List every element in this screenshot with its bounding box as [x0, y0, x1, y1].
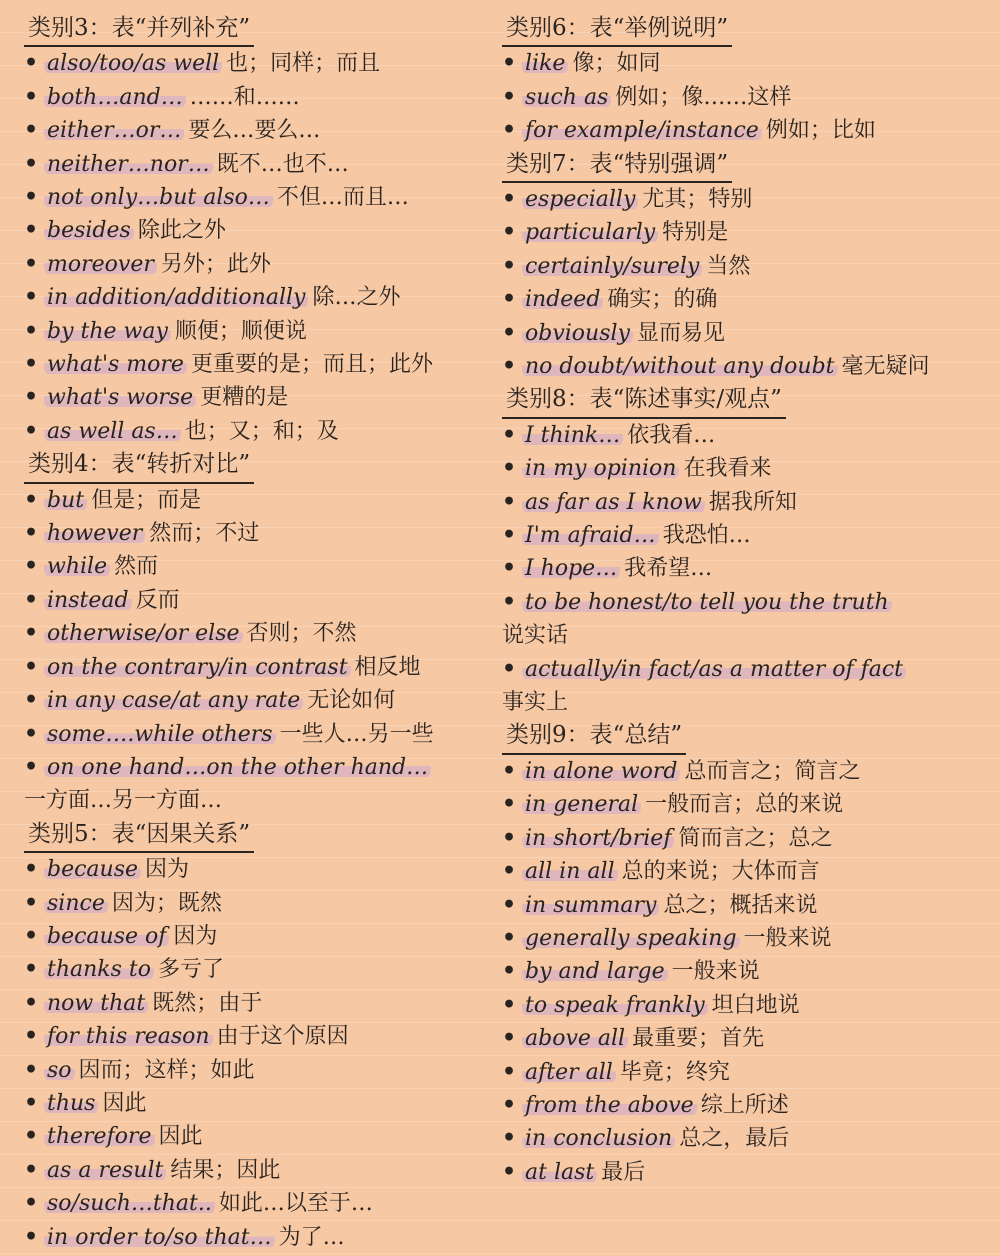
phrase-chinese: 要么…要么… [188, 118, 321, 144]
bullet-icon: • [502, 186, 517, 212]
bullet-icon: • [502, 488, 517, 515]
list-item [502, 519, 974, 552]
phrase-english: for this reason [44, 1024, 213, 1049]
phrase-chinese: 相反地 [354, 654, 421, 680]
list-item [24, 1154, 496, 1187]
category-8-wrap-text-1: 说实话 [502, 623, 569, 649]
phrase-english: no doubt/without any doubt [522, 354, 838, 379]
phrase-chinese: 既然；由于 [152, 990, 263, 1016]
phrase-english: now that [44, 991, 148, 1016]
phrase-chinese: 也；又；和；及 [184, 418, 339, 444]
category-4-wrap-text: 一方面…另一方面… [24, 788, 223, 814]
list-item [24, 1187, 496, 1220]
phrase-chinese: 除此之外 [137, 218, 226, 244]
phrase-english: to be honest/to tell you the truth [522, 590, 892, 615]
phrase-english: as a result [44, 1158, 166, 1183]
list-item [502, 1022, 974, 1055]
bullet-icon: • [24, 117, 39, 144]
list-item [502, 653, 974, 686]
phrase-chinese: ……和…… [189, 84, 300, 110]
list-item [24, 953, 496, 986]
phrase-english: in conclusion [522, 1126, 675, 1151]
bullet-icon: • [502, 252, 517, 279]
category-4-heading: 类别4：表“转折对比” [24, 448, 254, 483]
bullet-icon: • [502, 824, 517, 851]
list-item [24, 584, 496, 617]
list-item [502, 216, 974, 249]
bullet-icon: • [24, 922, 39, 949]
phrase-chinese: 因为 [145, 857, 190, 883]
list-item [24, 281, 496, 314]
bullet-icon: • [24, 384, 39, 411]
bullet-icon: • [24, 1056, 39, 1083]
list-item [24, 1221, 496, 1254]
phrase-chinese: 然而；不过 [149, 521, 260, 547]
bullet-icon: • [24, 653, 39, 680]
phrase-chinese: 尤其；特别 [642, 187, 753, 212]
phrase-chinese: 但是；而是 [91, 487, 202, 513]
phrase-english: therefore [44, 1124, 155, 1149]
bullet-icon: • [24, 284, 39, 311]
bullet-icon: • [502, 421, 517, 448]
phrase-chinese: 像；如同 [572, 51, 661, 77]
phrase-english: by the way [44, 319, 171, 344]
list-item [502, 1156, 974, 1189]
phrase-english: for example/instance [522, 118, 762, 143]
list-item [502, 1056, 974, 1089]
bullet-icon: • [502, 655, 517, 682]
bullet-icon: • [24, 1089, 39, 1116]
phrase-chinese: 然而 [114, 554, 159, 580]
phrase-chinese: 反而 [135, 587, 180, 613]
bullet-icon: • [24, 586, 39, 613]
phrase-chinese: 总的来说；大体而言 [621, 859, 820, 885]
phrase-english: generally speaking [522, 926, 740, 951]
phrase-english: both…and… [44, 85, 186, 110]
phrase-chinese: 总之，最后 [679, 1126, 790, 1152]
list-item [502, 1122, 974, 1155]
phrase-chinese: 简而言之；总之 [678, 825, 833, 851]
list-item [24, 1054, 496, 1087]
bullet-icon: • [24, 1156, 39, 1183]
phrase-chinese: 确实；的确 [607, 287, 718, 313]
list-item [502, 989, 974, 1022]
bullet-icon: • [502, 1025, 517, 1052]
phrase-english: like [522, 51, 568, 76]
phrase-english: instead [44, 588, 132, 613]
phrase-chinese: 因此 [158, 1124, 203, 1150]
phrase-english: on one hand…on the other hand… [44, 755, 431, 780]
list-item [24, 181, 496, 214]
list-item [24, 47, 496, 80]
bullet-icon: • [24, 150, 39, 177]
list-item [24, 148, 496, 181]
phrase-english: in general [522, 792, 641, 817]
phrase-chinese: 据我所知 [708, 489, 797, 515]
phrase-english: obviously [522, 321, 633, 346]
list-item [24, 348, 496, 381]
right-column [502, 12, 974, 1256]
phrase-english: to speak frankly [522, 993, 708, 1018]
phrase-chinese: 总之；概括来说 [663, 892, 818, 918]
bullet-icon: • [502, 319, 517, 346]
bullet-icon: • [502, 1058, 517, 1085]
phrase-chinese: 综上所述 [700, 1092, 789, 1118]
list-item [24, 853, 496, 886]
list-item [502, 1089, 974, 1122]
phrase-english: such as [522, 85, 611, 110]
phrase-english: by and large [522, 959, 668, 984]
phrase-chinese: 依我看… [627, 422, 716, 448]
list-item [24, 1087, 496, 1120]
list-item [502, 586, 974, 619]
phrase-english: I think… [522, 423, 623, 448]
bullet-icon: • [24, 687, 39, 714]
list-item [502, 486, 974, 519]
phrase-chinese: 除…之外 [312, 285, 401, 311]
category-6-heading: 类别6：表“举例说明” [502, 12, 732, 47]
list-item [502, 283, 974, 316]
list-item [502, 955, 974, 988]
phrase-chinese: 结果；因此 [170, 1157, 281, 1183]
list-item [24, 517, 496, 550]
phrase-chinese: 更重要的是；而且；此外 [190, 352, 433, 378]
bullet-icon: • [24, 217, 39, 244]
bullet-icon: • [24, 351, 39, 378]
phrase-english: I hope… [522, 556, 620, 581]
bullet-icon: • [502, 50, 517, 77]
list-item [24, 617, 496, 650]
phrase-chinese: 另外；此外 [160, 251, 271, 277]
bullet-icon: • [24, 317, 39, 344]
phrase-english: certainly/surely [522, 254, 702, 279]
bullet-icon: • [502, 757, 517, 784]
list-item [24, 751, 496, 784]
list-item [502, 183, 974, 216]
phrase-english: but [44, 488, 87, 513]
phrase-english: in addition/additionally [44, 285, 308, 310]
left-column [24, 12, 496, 1256]
phrase-chinese: 也；同样；而且 [226, 51, 381, 77]
phrase-english: thus [44, 1091, 98, 1116]
phrase-english: as far as I know [522, 490, 705, 515]
phrase-english: I'm afraid… [522, 523, 659, 548]
bullet-icon: • [502, 353, 517, 380]
bullet-icon: • [24, 856, 39, 883]
list-item [502, 855, 974, 888]
bullet-icon: • [24, 889, 39, 916]
list-item [502, 419, 974, 452]
bullet-icon: • [24, 1223, 39, 1250]
phrase-chinese: 顺便；顺便说 [174, 318, 307, 344]
phrase-chinese: 在我看来 [683, 456, 772, 482]
phrase-english: in summary [522, 893, 659, 918]
phrase-english: since [44, 891, 108, 916]
bullet-icon: • [502, 891, 517, 918]
phrase-english: as well as… [44, 419, 181, 444]
phrase-english: while [44, 554, 110, 579]
phrase-chinese: 特别是 [662, 220, 729, 246]
bullet-icon: • [502, 83, 517, 110]
bullet-icon: • [24, 250, 39, 277]
bullet-icon: • [24, 83, 39, 110]
phrase-english: because [44, 857, 141, 882]
phrase-chinese: 因为；既然 [111, 890, 222, 916]
list-item [24, 248, 496, 281]
category-3-heading: 类别3：表“并列补充” [24, 12, 254, 47]
bullet-icon: • [502, 858, 517, 885]
category-6-list [502, 47, 974, 147]
phrase-chinese: 为了… [278, 1224, 345, 1250]
phrase-chinese: 毫无疑问 [841, 354, 930, 380]
bullet-icon: • [502, 117, 517, 144]
list-item [24, 550, 496, 583]
list-item [502, 452, 974, 485]
phrase-english: at last [522, 1160, 597, 1185]
bullet-icon: • [24, 1190, 39, 1217]
phrase-english: not only…but also… [44, 185, 273, 210]
phrase-english: all in all [522, 859, 618, 884]
bullet-icon: • [24, 720, 39, 747]
list-item [24, 114, 496, 147]
bullet-icon: • [24, 486, 39, 513]
bullet-icon: • [24, 1023, 39, 1050]
phrase-english: so [44, 1058, 75, 1083]
phrase-chinese: 毕竟；终究 [619, 1059, 730, 1085]
phrase-chinese: 坦白地说 [711, 992, 800, 1018]
list-item [502, 250, 974, 283]
category-3-list [24, 47, 496, 448]
phrase-english: particularly [522, 220, 658, 245]
phrase-english: in my opinion [522, 456, 679, 481]
phrase-chinese: 我希望… [624, 556, 713, 582]
list-item [502, 755, 974, 788]
phrase-chinese: 例如；比如 [765, 118, 876, 144]
phrase-english: otherwise/or else [44, 621, 243, 646]
phrase-chinese: 无论如何 [307, 688, 396, 714]
phrase-chinese: 如此…以至于… [218, 1191, 373, 1217]
list-item [502, 788, 974, 821]
bullet-icon: • [502, 555, 517, 582]
list-item [24, 987, 496, 1020]
phrase-chinese: 既不…也不… [216, 151, 349, 177]
phrase-chinese: 一般而言；总的来说 [645, 792, 844, 818]
phrase-chinese: 因为 [173, 923, 218, 949]
phrase-english: actually/in fact/as a matter of fact [522, 657, 906, 682]
bullet-icon: • [502, 1091, 517, 1118]
phrase-chinese: 一般来说 [743, 925, 832, 951]
category-8-heading: 类别8：表“陈述事实/观点” [502, 383, 786, 418]
phrase-chinese: 总而言之；简言之 [684, 758, 861, 784]
list-item [24, 81, 496, 114]
phrase-chinese: 更糟的是 [200, 385, 289, 411]
phrase-english: however [44, 521, 145, 546]
list-item [24, 651, 496, 684]
phrase-english: in order to/so that… [44, 1225, 275, 1250]
phrase-chinese: 例如；像……这样 [615, 84, 792, 110]
phrase-chinese: 由于这个原因 [216, 1024, 349, 1050]
bullet-icon: • [502, 588, 517, 615]
phrase-chinese: 显而易见 [636, 320, 725, 346]
bullet-icon: • [502, 522, 517, 549]
bullet-icon: • [24, 989, 39, 1016]
category-8-list [502, 419, 974, 619]
phrase-english: after all [522, 1060, 616, 1085]
phrase-english: because of [44, 924, 169, 949]
phrase-english: some….while others [44, 722, 276, 747]
list-item [502, 822, 974, 855]
category-7-heading: 类别7：表“特别强调” [502, 148, 732, 183]
bullet-icon: • [502, 924, 517, 951]
phrase-chinese: 因此 [102, 1090, 147, 1116]
phrase-chinese: 一般来说 [671, 959, 760, 985]
phrase-english: from the above [522, 1093, 697, 1118]
bullet-icon: • [502, 791, 517, 818]
bullet-icon: • [24, 1123, 39, 1150]
bullet-icon: • [24, 520, 39, 547]
list-item [502, 114, 974, 147]
phrase-english: especially [522, 187, 638, 212]
phrase-english: above all [522, 1026, 628, 1051]
bullet-icon: • [502, 219, 517, 246]
list-item [502, 552, 974, 585]
phrase-english: in short/brief [522, 826, 674, 851]
list-item [502, 350, 974, 383]
list-item [24, 684, 496, 717]
phrase-english: so/such…that.. [44, 1191, 215, 1216]
phrase-english: indeed [522, 287, 603, 312]
category-5-heading: 类别5：表“因果关系” [24, 818, 254, 853]
list-item [24, 1120, 496, 1153]
category-5-list [24, 853, 496, 1254]
phrase-chinese: 我恐怕… [662, 523, 751, 549]
category-4-list [24, 484, 496, 785]
phrase-english: neither…nor… [44, 152, 213, 177]
phrase-english: in any case/at any rate [44, 688, 303, 713]
list-item [24, 381, 496, 414]
phrase-english: also/too/as well [44, 51, 222, 76]
bullet-icon: • [502, 958, 517, 985]
bullet-icon: • [24, 620, 39, 647]
phrase-english: besides [44, 218, 134, 243]
list-item [502, 47, 974, 80]
bullet-icon: • [502, 991, 517, 1018]
phrase-english: on the contrary/in contrast [44, 655, 351, 680]
category-7-list [502, 183, 974, 383]
bullet-icon: • [502, 455, 517, 482]
list-item [24, 887, 496, 920]
category-9-heading: 类别9：表“总结” [502, 719, 686, 754]
phrase-english: what's more [44, 352, 187, 377]
phrase-english: in alone word [522, 759, 680, 784]
list-item [24, 718, 496, 751]
list-item [24, 214, 496, 247]
bullet-icon: • [502, 1158, 517, 1185]
phrase-chinese: 最重要；首先 [632, 1026, 765, 1052]
phrase-chinese: 因而；这样；如此 [78, 1057, 255, 1083]
phrase-chinese: 否则；不然 [246, 621, 357, 647]
bullet-icon: • [502, 1125, 517, 1152]
list-item [24, 1020, 496, 1053]
list-item [24, 920, 496, 953]
phrase-english: thanks to [44, 957, 154, 982]
category-9-list [502, 755, 974, 1189]
phrase-english: either…or… [44, 118, 184, 143]
list-item [502, 922, 974, 955]
phrase-chinese: 不但…而且… [276, 185, 409, 211]
bullet-icon: • [24, 956, 39, 983]
bullet-icon: • [24, 50, 39, 77]
list-item [502, 317, 974, 350]
list-item [24, 415, 496, 448]
bullet-icon: • [24, 553, 39, 580]
bullet-icon: • [24, 184, 39, 211]
phrase-chinese: 一些人…另一些 [279, 721, 434, 747]
phrase-english: what's worse [44, 385, 196, 410]
phrase-chinese: 最后 [601, 1159, 646, 1185]
list-item [24, 315, 496, 348]
list-item [502, 889, 974, 922]
list-item [502, 81, 974, 114]
phrase-chinese: 当然 [706, 253, 751, 279]
bullet-icon: • [24, 753, 39, 780]
bullet-icon: • [502, 286, 517, 313]
bullet-icon: • [24, 417, 39, 444]
phrase-english: moreover [44, 252, 157, 277]
list-item [24, 484, 496, 517]
phrase-chinese: 多亏了 [158, 957, 225, 983]
category-8-wrap-text-2: 事实上 [502, 690, 569, 716]
